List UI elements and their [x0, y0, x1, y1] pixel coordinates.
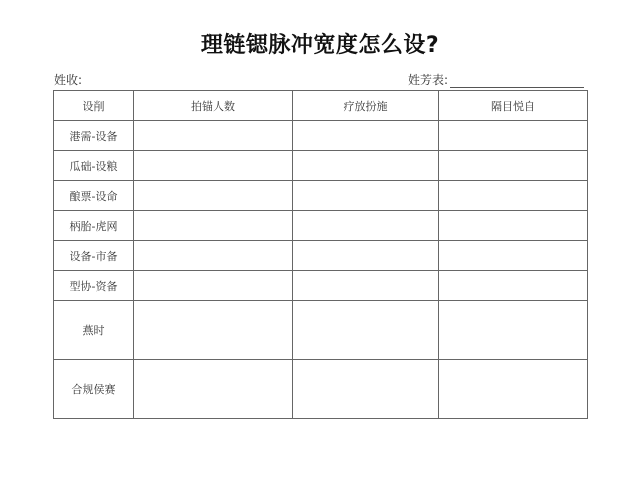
table-cell[interactable] — [439, 181, 588, 211]
table-cell[interactable] — [439, 271, 588, 301]
table-cell[interactable] — [293, 360, 439, 419]
table-row — [54, 241, 588, 271]
signature-field — [408, 71, 584, 88]
table-cell[interactable] — [293, 301, 439, 360]
table-cell[interactable] — [134, 301, 293, 360]
document-title: 理链锶脉冲宽度怎么设? — [200, 33, 440, 58]
table-cell[interactable] — [134, 360, 293, 419]
table-row — [54, 121, 588, 151]
row-label: 瓜础-设粮 — [54, 151, 134, 181]
row-label: 柄胎-虎网 — [54, 211, 134, 241]
table-cell[interactable] — [439, 121, 588, 151]
header-cell: 拍锚人数 — [134, 91, 293, 121]
table-cell[interactable] — [134, 121, 293, 151]
table-cell[interactable] — [293, 181, 439, 211]
form-table — [53, 90, 588, 419]
table-cell[interactable] — [134, 271, 293, 301]
table-cell[interactable] — [134, 241, 293, 271]
row-label: 燕时 — [54, 301, 134, 360]
row-label: 港需-设备 — [54, 121, 134, 151]
table-cell[interactable] — [293, 151, 439, 181]
table-cell[interactable] — [439, 360, 588, 419]
signature-field-label: 姓芳表: — [408, 73, 449, 87]
table-cell[interactable] — [134, 151, 293, 181]
header-cell: 隔目悦自 — [439, 91, 588, 121]
header-cell: 疗放扮施 — [293, 91, 439, 121]
signature-blank-line — [450, 73, 584, 88]
table-cell[interactable] — [439, 241, 588, 271]
table-cell[interactable] — [293, 271, 439, 301]
table-cell[interactable] — [439, 151, 588, 181]
row-label: 型协-资备 — [54, 271, 134, 301]
header-cell: 设削 — [54, 91, 134, 121]
table-cell[interactable] — [134, 211, 293, 241]
row-label: 合规侯赛 — [54, 360, 134, 419]
table-row — [54, 151, 588, 181]
table-header-row — [54, 91, 588, 121]
table-row — [54, 211, 588, 241]
table-cell[interactable] — [439, 211, 588, 241]
table-cell[interactable] — [134, 181, 293, 211]
name-field-label: 姓收: — [54, 73, 83, 87]
table-cell[interactable] — [293, 211, 439, 241]
table-cell[interactable] — [439, 301, 588, 360]
table-row — [54, 360, 588, 419]
row-label: 设备-市备 — [54, 241, 134, 271]
table-row — [54, 271, 588, 301]
row-label: 酿票-设命 — [54, 181, 134, 211]
table-row — [54, 181, 588, 211]
table-cell[interactable] — [293, 241, 439, 271]
table-row — [54, 301, 588, 360]
table-cell[interactable] — [293, 121, 439, 151]
